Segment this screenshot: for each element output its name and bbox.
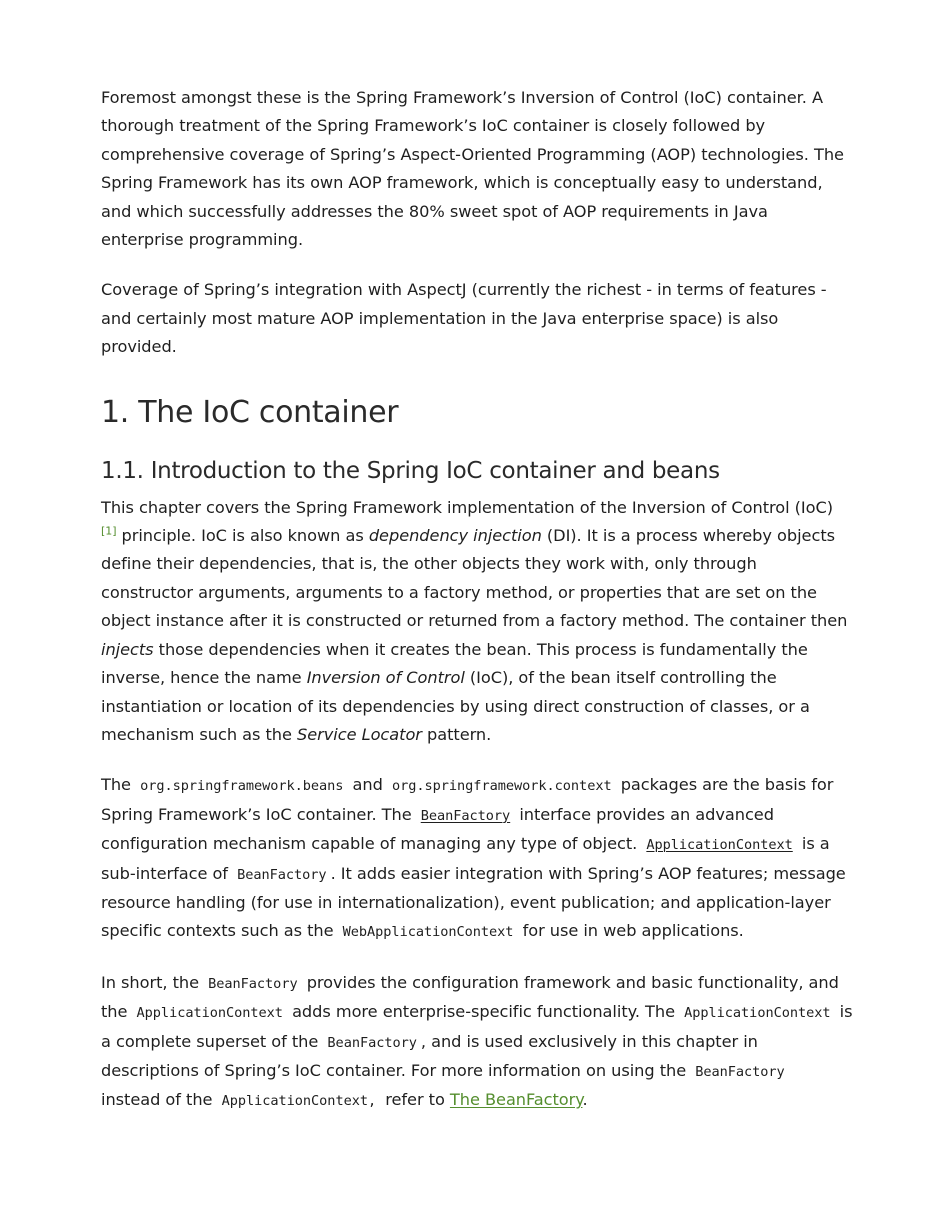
document-body: [101, 84, 853, 1138]
text: refer to: [385, 1090, 445, 1110]
intro-paragraph-1: Foremost amongst these is the Spring Framework’s Inversion of Control (IoC) container. A thorough treatment of the Spring Framework’s IoC container is closely followed by comprehensive coverage of Spring’s Aspect-Oriented Programming (AOP) technologies. The Spring Framework has its own AOP framework, which is conceptually easy to understand, and which successfully addresses the 80% sweet spot of AOP requirements in Java enterprise programming.: [101, 88, 844, 250]
summary-paragraph: [101, 969, 853, 1116]
intro-paragraph-2: Coverage of Spring’s integration with AspectJ (currently the richest - in terms of features - and certainly most mature AOP implementation in the Java enterprise space) is also provided.: [101, 280, 827, 357]
text: is a complete superset of the: [101, 1002, 853, 1051]
text: (IoC), of the bean itself controlling the instantiation or location of its dependencies by using direct construction of classes, or a mechanism such as the: [101, 668, 810, 744]
text: . It adds easier integration with Spring’s AOP features; message resource handling (for use in internationalization), event publication; and application-layer specific contexts such as the: [101, 863, 846, 941]
text: principle. IoC is also known as: [116, 526, 369, 546]
text: adds more enterprise-specific functionality. The: [292, 1002, 675, 1022]
text: and: [352, 775, 383, 795]
section-heading: 1. The IoC container: [101, 394, 399, 430]
text: provides the configuration framework and basic functionality, and the: [101, 972, 839, 1022]
inline-code: org.springframework.context: [391, 778, 612, 795]
inline-code: ApplicationContext: [684, 1005, 831, 1022]
applicationcontext-code-link[interactable]: ApplicationContext: [646, 837, 793, 854]
text: , and is used exclusively in this chapter in descriptions of Spring’s IoC container. For more information on using the: [101, 1031, 758, 1080]
text: (DI). It is a process whereby objects define their dependencies, that is, the other objects they work with, only through constructor arguments, arguments to a factory method, or properties that are set on the object instance after it is constructed or returned from a factory method. The container then: [101, 526, 848, 631]
subsection-heading: 1.1. Introduction to the Spring IoC container and beans: [101, 457, 720, 484]
inline-code: WebApplicationContext: [342, 924, 514, 941]
text: packages are the basis for Spring Framework’s IoC container. The: [101, 775, 834, 824]
text: In short, the: [101, 972, 199, 992]
footnote-link[interactable]: [1]: [101, 524, 117, 538]
text: instead of the: [101, 1090, 213, 1110]
text: is a sub-interface of: [101, 834, 830, 883]
emphasis: injects: [101, 639, 154, 659]
text: .: [582, 1090, 588, 1110]
text: This chapter covers the Spring Framework implementation of the Inversion of Control (IoC): [101, 497, 834, 517]
ioc-intro-paragraph: [101, 494, 853, 750]
inline-code: ApplicationContext,: [221, 1093, 377, 1110]
inline-code: ApplicationContext: [136, 1005, 283, 1022]
emphasis: Inversion of Control: [306, 668, 465, 688]
text: those dependencies when it creates the bean. This process is fundamentally the inverse, hence the name: [101, 639, 808, 688]
packages-paragraph: [101, 771, 853, 946]
inline-code: BeanFactory: [208, 975, 298, 992]
emphasis: Service Locator: [297, 724, 422, 744]
emphasis: dependency injection: [368, 526, 542, 546]
inline-code: BeanFactory: [237, 866, 327, 883]
text: interface provides an advanced configuration mechanism capable of managing any type of object.: [101, 804, 774, 854]
text: for use in web applications.: [522, 921, 744, 941]
inline-code: org.springframework.beans: [140, 778, 344, 795]
inline-code: BeanFactory: [695, 1063, 785, 1080]
inline-code: BeanFactory: [327, 1034, 417, 1051]
text: The: [101, 775, 131, 795]
beanfactory-code-link[interactable]: BeanFactory: [420, 807, 511, 824]
text: pattern.: [421, 724, 492, 744]
beanfactory-link[interactable]: The BeanFactory: [449, 1090, 583, 1110]
